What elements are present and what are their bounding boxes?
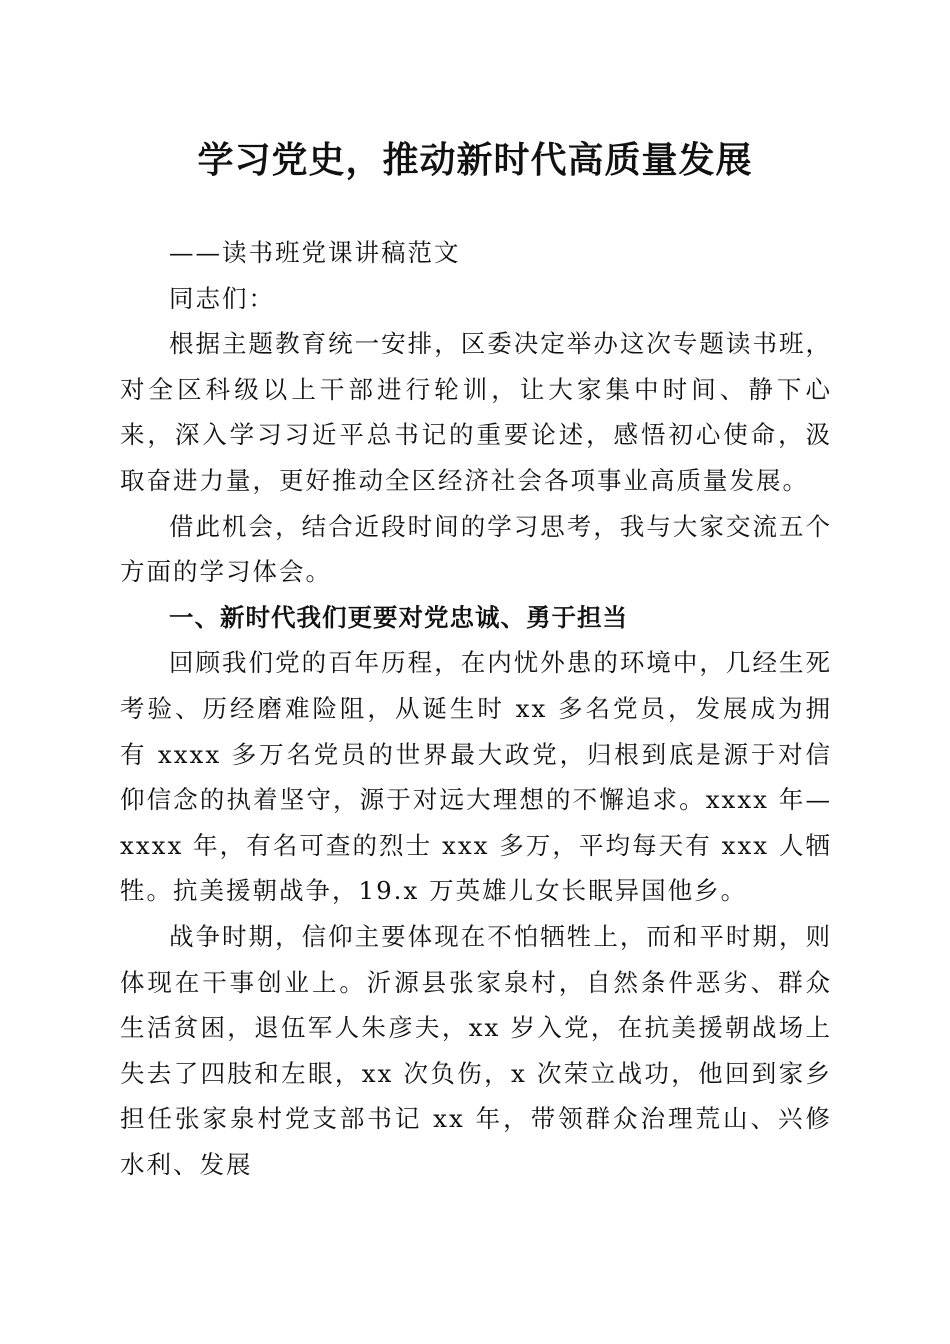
subtitle: ——读书班党课讲稿范文 [169,238,461,267]
salutation: 同志们： [169,283,275,313]
document-title: 学习党史，推动新时代高质量发展 [197,139,753,181]
section-1-paragraph-history: 回顾我们党的百年历程，在内忧外患的环境中，几经生死考验、历经磨难险阻，从诞生时 xx 多名党员，发展成为拥有 xxxx 多万名党员的世界最大政党，归根到底是源于对信仰信念的执着坚守，源于对远大理想的不懈追求。xxxx 年—xxxx 年，有名可查的烈士 xxx 多万，平均每天有 xxx 人牺牲。抗美援朝战争，19.x 万英雄儿女长眠异国他乡。 [120,648,832,906]
document-body [120,230,832,1187]
section-1-paragraph-example: 战争时期，信仰主要体现在不怕牺牲上，而和平时期，则体现在干事创业上。沂源县张家泉村，自然条件恶劣、群众生活贫困，退伍军人朱彦夫，xx 岁入党，在抗美援朝战场上失去了四肢和左眼，xx 次负伤，x 次荣立战功，他回到家乡担任张家泉村党支部书记 xx 年，带领群众治理荒山、兴修水利、发展 [120,921,832,1179]
section-heading-1: 一、新时代我们更要对党忠诚、勇于担当 [169,602,628,632]
paragraph-intro: 根据主题教育统一安排，区委决定举办这次专题读书班，对全区科级以上干部进行轮训，让大家集中时间、静下心来，深入学习习近平总书记的重要论述，感悟初心使命，汲取奋进力量，更好推动全区经济社会各项事业高质量发展。 [120,329,832,495]
paragraph-purpose: 借此机会，结合近段时间的学习思考，我与大家交流五个方面的学习体会。 [120,511,832,587]
